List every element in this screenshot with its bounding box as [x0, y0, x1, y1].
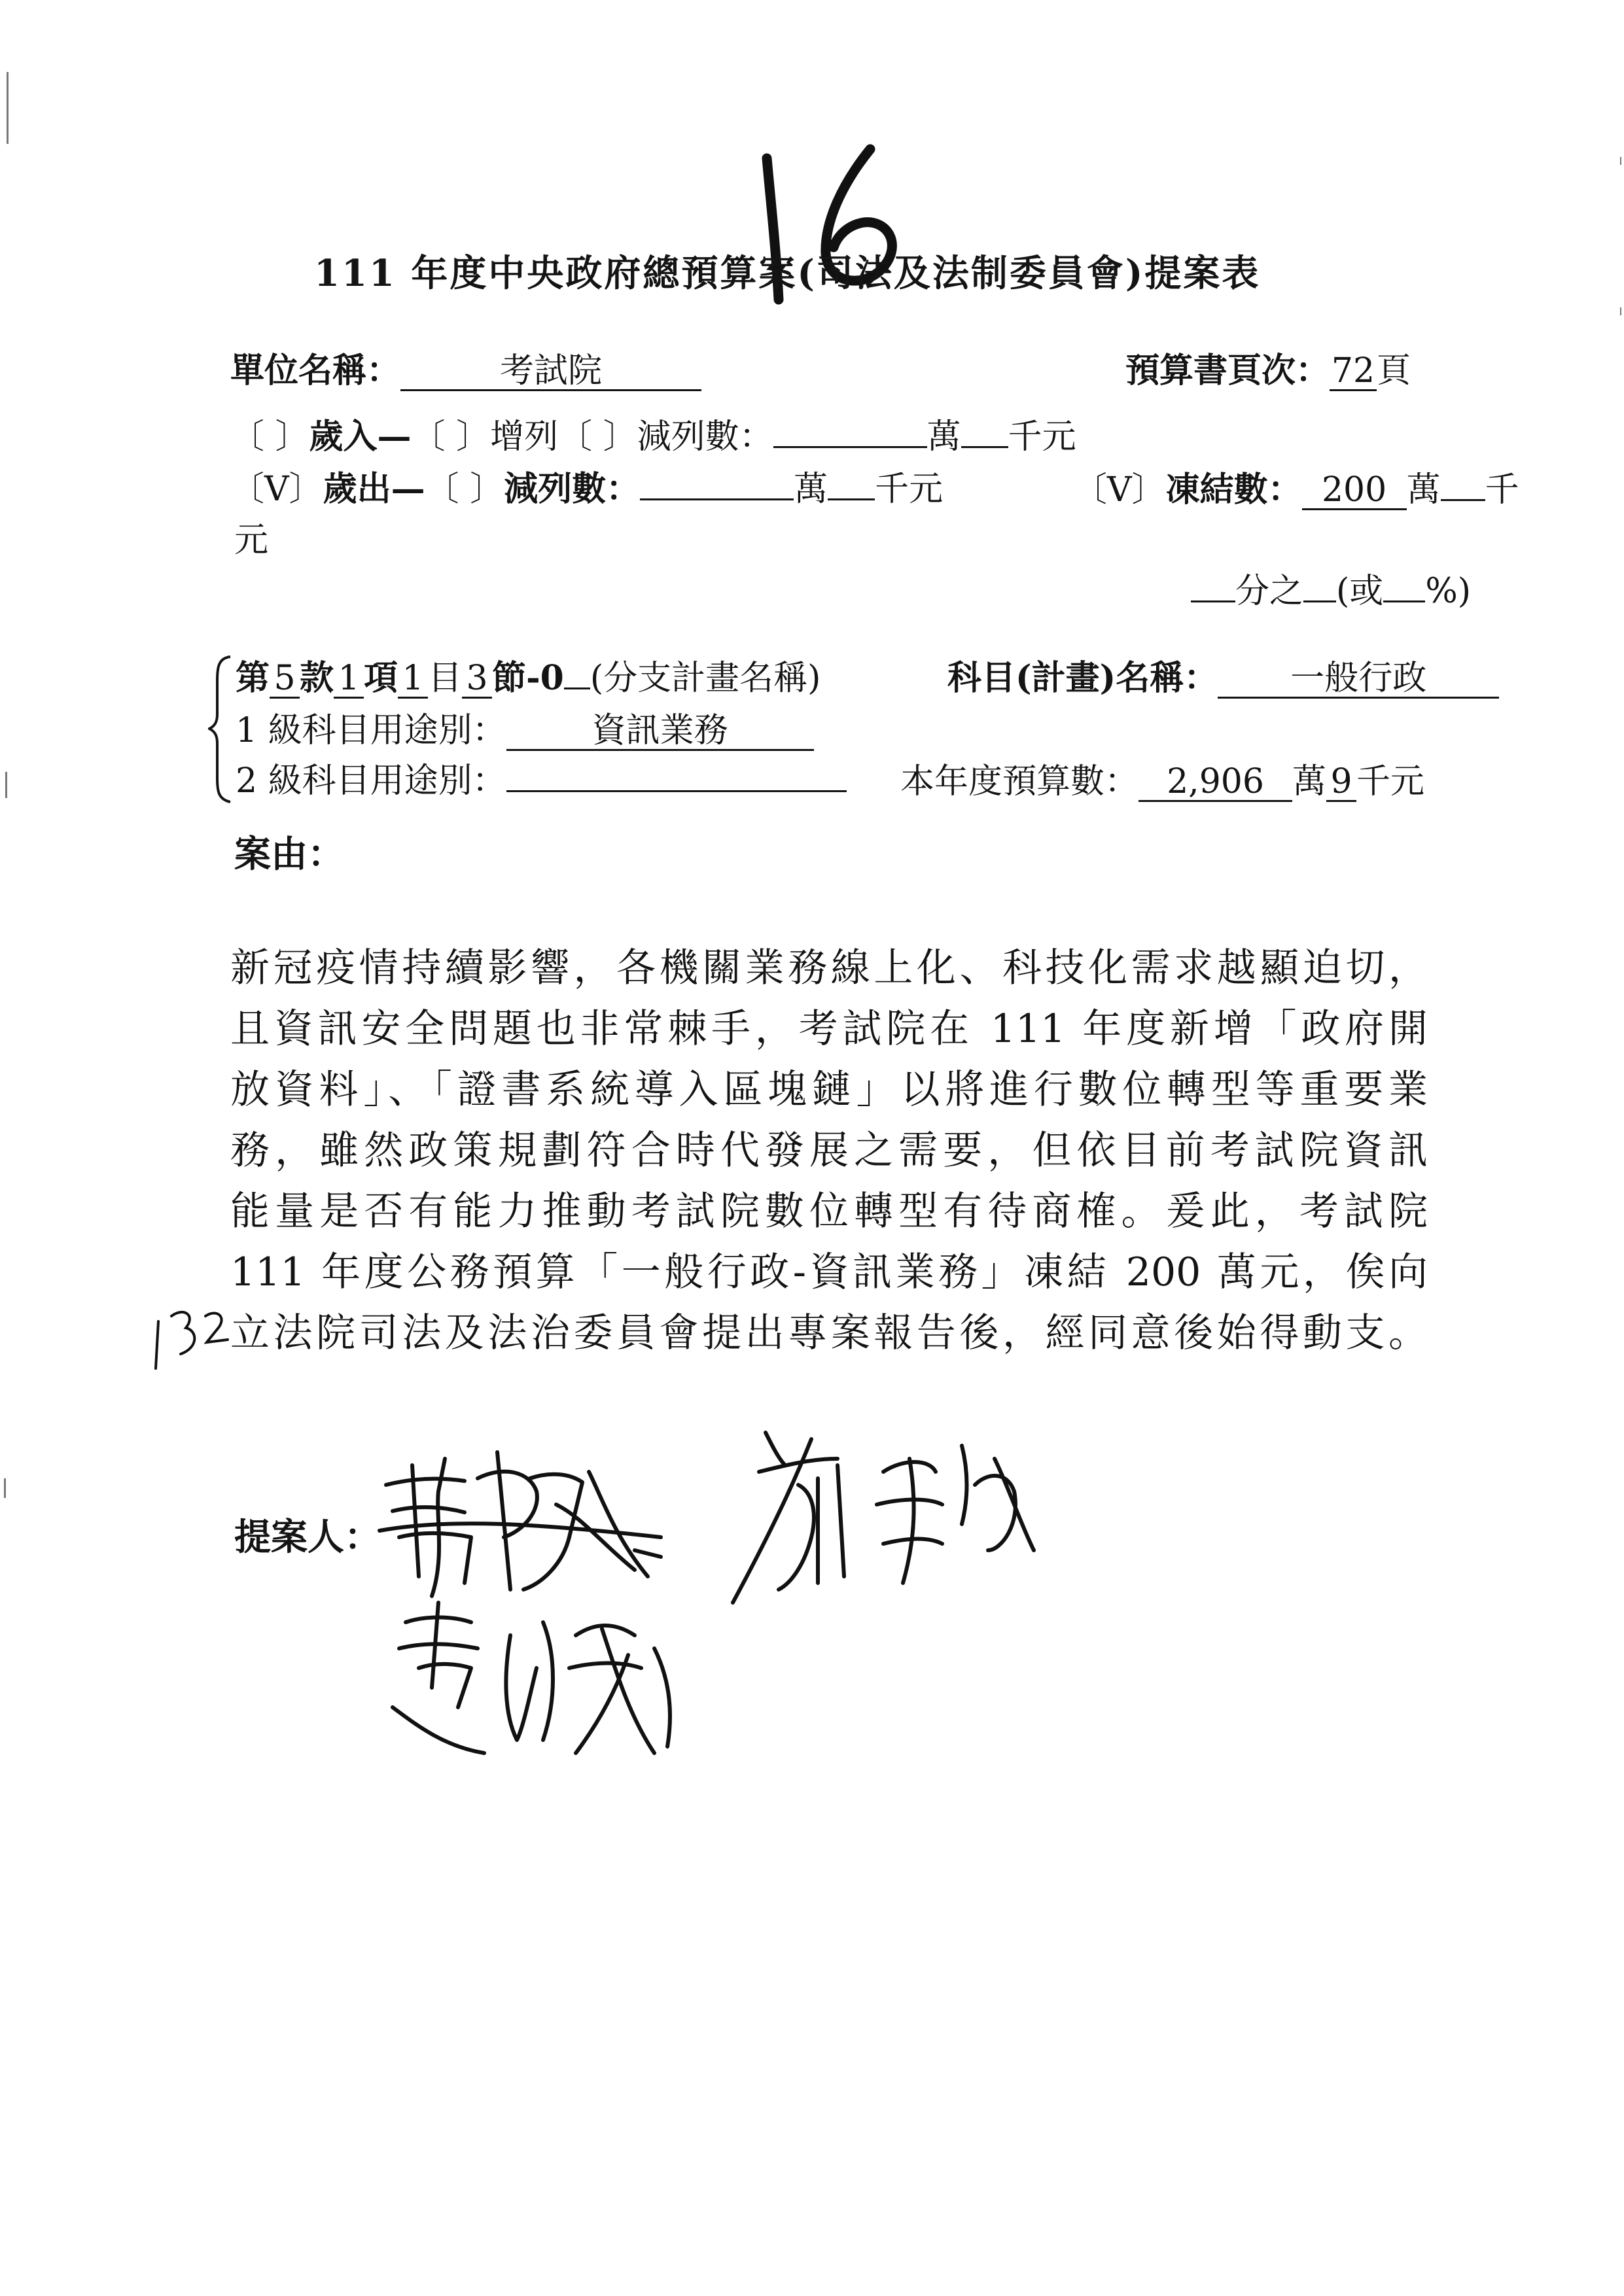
- proposer-signature: [720, 1419, 1047, 1629]
- level2-row: [236, 761, 847, 801]
- annual-budget-qian-value: 9: [1326, 764, 1356, 802]
- expense-dash: —: [391, 469, 425, 509]
- kuan-value: 5: [270, 661, 300, 699]
- branch-plan-label: (分支計畫名稱): [590, 659, 821, 698]
- jie-gap: [564, 687, 590, 689]
- scan-edge-mark: [5, 772, 7, 798]
- unit-label: 單位名稱：: [230, 351, 401, 391]
- reason-line: 放資料」、「證書系統導入區塊鏈」以將進行數位轉型等重要業: [230, 1067, 1428, 1113]
- unit-value: 考試院: [400, 353, 701, 391]
- annual-budget-qian-unit: 千元: [1356, 762, 1425, 801]
- scan-edge-mark: [4, 1478, 6, 1498]
- kuan-prefix: 第: [236, 658, 270, 698]
- subject-label: 科目(計畫)名稱：: [947, 658, 1218, 698]
- level1-row: [236, 713, 814, 751]
- revenue-qian-unit: 千元: [1008, 417, 1076, 457]
- document-title: 111 年度中央政府總預算案(司法及法制委員會)提案表: [314, 252, 1261, 295]
- budget-page-label: 預算書頁次：: [1125, 351, 1330, 391]
- revenue-checkbox: 〔 〕: [230, 417, 309, 457]
- freeze-row: [1073, 472, 1519, 510]
- freeze-qian-value: [1441, 499, 1485, 501]
- revenue-dash: —: [377, 417, 412, 457]
- fraction-or-label: (或: [1336, 572, 1384, 611]
- scan-edge-mark: [1620, 307, 1621, 315]
- budget-page-value: 72: [1330, 353, 1377, 391]
- revenue-decrease-checkbox: 〔 〕: [558, 417, 637, 457]
- revenue-wan-unit: 萬: [927, 417, 961, 457]
- expense-wan-value: [640, 498, 794, 500]
- reason-line: 111 年度公務預算「一般行政-資訊業務」凍結 200 萬元，俟向: [230, 1249, 1428, 1295]
- subject-row: [947, 658, 1499, 699]
- handwritten-margin-note: [149, 1302, 234, 1374]
- revenue-increase-checkbox: 〔 〕: [411, 417, 491, 457]
- xiang-value: 1: [334, 661, 364, 699]
- budget-item-bracket: [208, 654, 234, 805]
- reason-line: 能量是否有能力推動考試院數位轉型有待商榷。爰此，考試院: [230, 1189, 1428, 1234]
- unit-row: [230, 353, 701, 391]
- expense-qian-value: [828, 498, 875, 500]
- budget-page-suffix: 頁: [1377, 351, 1411, 391]
- annual-budget-label: 本年度預算數：: [900, 762, 1139, 801]
- mu-label: 目: [428, 659, 463, 698]
- xiang-label: 項: [364, 658, 398, 698]
- freeze-qian-unit: 千: [1485, 470, 1519, 510]
- expense-qian-unit: 千元: [875, 470, 944, 509]
- reason-label: 案由：: [234, 833, 344, 876]
- annual-budget-wan-value: 2,906: [1139, 764, 1292, 802]
- expense-row: [230, 469, 944, 509]
- jie-label: 節-0: [492, 658, 564, 698]
- revenue-label: 歲入: [309, 417, 378, 457]
- revenue-qian-value: [961, 446, 1008, 448]
- budget-item-row: [236, 658, 821, 699]
- reason-line: 務，雖然政策規劃符合時代發展之需要，但依目前考試院資訊: [230, 1128, 1428, 1174]
- subject-value: 一般行政: [1218, 661, 1499, 699]
- mu-value: 1: [398, 661, 428, 699]
- kuan-label: 款: [300, 658, 334, 698]
- level2-value: [506, 790, 847, 792]
- reason-line: 新冠疫情持續影響，各機關業務線上化、科技化需求越顯迫切，: [230, 945, 1428, 991]
- expense-decrease-checkbox: 〔 〕: [425, 470, 504, 509]
- revenue-increase-label: 增列: [490, 417, 559, 457]
- freeze-unit-wrap: 元: [234, 521, 269, 560]
- revenue-row: [230, 417, 1076, 457]
- level1-label: 1 級科目用途別：: [236, 711, 506, 750]
- revenue-decrease-label: 減列數：: [637, 417, 773, 457]
- freeze-label: 凍結數：: [1165, 470, 1302, 510]
- reason-line: 立法院司法及法治委員會提出專案報告後，經同意後始得動支。: [230, 1310, 1428, 1356]
- fraction-row: [1191, 572, 1472, 611]
- annual-budget-row: [900, 764, 1424, 802]
- annual-budget-wan-unit: 萬: [1292, 762, 1327, 801]
- proposer-label: 提案人：: [234, 1516, 381, 1559]
- expense-label: 歲出: [323, 469, 391, 509]
- scan-edge-mark: [1620, 157, 1621, 165]
- expense-wan-unit: 萬: [794, 470, 828, 509]
- percent-close: %): [1425, 572, 1472, 611]
- expense-checkbox: 〔V〕: [230, 470, 323, 509]
- freeze-wan-value: 200: [1302, 472, 1407, 510]
- level2-label: 2 級科目用途別：: [236, 761, 506, 801]
- fraction-label: 分之: [1235, 572, 1304, 611]
- freeze-checkbox: 〔V〕: [1073, 470, 1166, 510]
- percent-value: [1383, 600, 1425, 602]
- freeze-wan-unit: 萬: [1406, 470, 1441, 510]
- proposer-signature: [373, 1439, 674, 1609]
- reason-line: 且資訊安全問題也非常棘手，考試院在 111 年度新增「政府開: [230, 1006, 1428, 1052]
- budget-page-row: [1125, 353, 1411, 391]
- fraction-gap: [1303, 600, 1336, 602]
- fraction-numerator-value: [1191, 600, 1235, 602]
- scan-edge-mark: [7, 72, 9, 144]
- jie-value: 3: [462, 661, 492, 699]
- revenue-wan-value: [773, 446, 927, 448]
- level1-value: 資訊業務: [506, 713, 814, 751]
- proposer-signature: [380, 1596, 694, 1779]
- expense-decrease-label: 減列數：: [504, 469, 641, 509]
